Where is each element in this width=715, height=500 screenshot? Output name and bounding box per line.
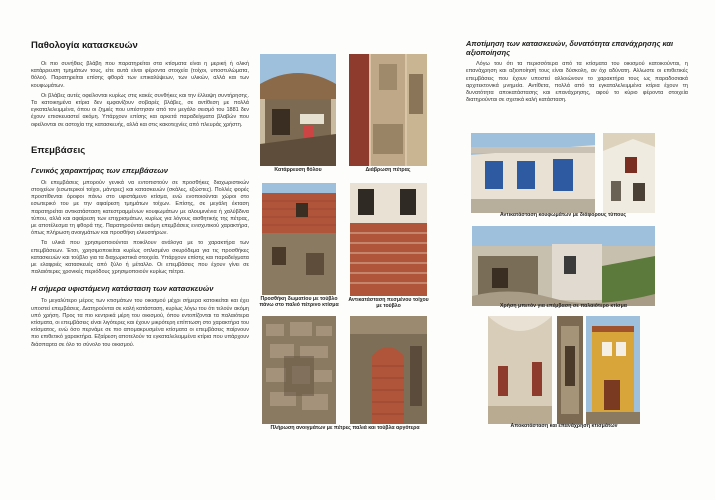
caption-restoration: Αποκατάσταση και επανάχρηση κτισμάτων: [510, 423, 618, 429]
pathology-para-2: Οι βλάβες αυτές οφείλονται κυρίως στις κακές συνθήκες και την έλλειψη συντήρησης. Τα κατοικημένα κτίρια δεν εμφανίζουν σοβαρές βλάβες, σε αντίθεση με πολλά εγκαταλελειμμένα, όπου οι ζημιές που υπέστησαν από τον μεγάλο σεισμό του 1881 δεν έχουν επισκευαστεί ακόμη. Υπάρχουν επίσης και αρκετά παραδείγματα βλαβών που οφείλονται σε αστοχία της κατασκευής, αλλά και στις κακοτεχνίες από πλευράς χρήστη.: [31, 92, 249, 128]
caption-frames-replacement: Αντικατάσταση κουφωμάτων με διάφορους τύπους: [499, 212, 627, 218]
caption-brick-wall-replacement: Αντικατάσταση πεσμένου τοίχου με τούβλο: [348, 297, 429, 310]
photo-stone-erosion: [349, 54, 427, 166]
interventions-para-1: Οι επεμβάσεις μπορούν γενικά να εντοπιστούν σε προσθήκες διαχωριστικών στοιχείων (εσωτερικοί τοίχοι, μάντρες) και κατασκευών (σκάλες, εξώστες). Πολλές φορές προστίθενται όροφοι πάνω στο υφιστάμενο κτίσμα, ενώ ενοποιούνται χώροι στο εσωτερικό του με την αφαίρεση τμημάτων τοίχων. Επίσης, σε μεγάλη έκταση παρατηρείται αντικατάσταση κατεστραμμένων κουφωμάτων με αλουμινένια ή χαλύβδινα τύπου, αλλά και αφαίρεση των επιχρισμάτων, κυρίως για λόγους αισθητικής της πέτρας, με αποτέλεσμα τη φθορά της. Παρατηρούνται ακόμη επεμβάσεις ενισχυτικού χαρακτήρα, όπως πλήρωση ανοιγμάτων και προσθήκη ελκυστήρων.: [31, 179, 249, 237]
caption-stone-erosion: Διάβρωση πέτρας: [365, 167, 411, 173]
right-column: [466, 40, 688, 104]
caption-collapsed-vault: Κατάρρευση θόλου: [274, 167, 322, 173]
photo-frames-replacement-2: [603, 133, 655, 213]
left-column: [31, 40, 249, 349]
caption-opening-infill: Πλήρωση ανοιγμάτων με πέτρες παλιά και τούβλα αργότερα: [270, 425, 420, 431]
pathology-para-1: Οι πιο συνήθεις βλάβη που παρατηρείται στα κτίσματα είναι η μερική ή ολική κατάρρευση τμημάτων τους, είτε αυτά είναι φέροντα στοιχεία (τοίχοι, υποστυλώματα, θόλοι). Παρατηρείται επίσης φθορά των επικαλύψεων, των υλικών, αλλά και των κουφωμάτων.: [31, 61, 249, 89]
interventions-para-2: Τα υλικά που χρησιμοποιούνται ποικίλουν ανάλογα με το χαρακτήρα των επεμβάσεων. Έτσι, χρησιμοποιείται κυρίως οπλισμένο σκυρόδεμα για τις προσθήκες κατασκευών και τούβλο για τα διαχωριστικά στοιχεία. Υπάρχουν επίσης και παραδείγματα με ελαφριές κατασκευές από ξύλο ή μέταλλο. Οι επεμβάσεις που έχουν γίνει σε παλαιότερες χρονικές περιόδους χρησιμοποιούν κυρίως πέτρα.: [31, 240, 249, 276]
subtitle-general-character: Γενικός χαρακτήρας των επεμβάσεων: [31, 165, 168, 175]
photo-opening-infill-stone: [262, 316, 336, 424]
photo-brick-wall-replacement: [350, 183, 427, 296]
photo-frames-replacement-1: [471, 133, 595, 213]
photo-collapsed-vault: [260, 54, 336, 166]
photo-restoration-1: [488, 316, 552, 424]
photo-brick-room-addition: [262, 183, 336, 295]
caption-brick-room-addition: Προσθήκη δωματίου με τούβλο πάνω στο παλιό πέτρινο κτίσμα: [259, 296, 339, 309]
caption-concrete-intervention: Χρήση μπετόν για επέμβαση σε παλαιότερο κτίσμα: [500, 303, 627, 309]
photo-opening-infill-brick: [350, 316, 427, 424]
subtitle-current-state: Η σήμερα υφιστάμενη κατάσταση των κατασκευών: [31, 284, 214, 294]
section-title-interventions: Επεμβάσεις: [31, 144, 86, 156]
photo-concrete-intervention: [472, 226, 655, 306]
current-state-para: Το μεγαλύτερο μέρος των κτισμάτων του οικισμού μέχρι σήμερα κατοικείται και έχει υποστεί επεμβάσεις. Διατηρούνται σε καλή κατάσταση, κυρίως λόγω του ότι τελούν ακόμη υπό χρήση. Προς τα πιο κεντρικά μέρη του οικισμού, όπου εντοπίζονται τα παλαιότερα κτίσματα, οι επεμβάσεις είναι λιγότερες και έχουν μικρότερη επίπτωση στο χαρακτήρα του κτίσματος, ενώ όσο περνάμε σε πιο απομακρυσμένα κτίσματα οι επεμβάσεις παίρνουν πιο επιθετικό χαρακτήρα. Εξαίρεση αποτελούν τα εγκαταλελειμμένα κτίρια που υπάρχουν διάσπαρτα σε όλο το σύνολο του οικισμού.: [31, 298, 249, 348]
assessment-para: Λόγω του ότι τα περισσότερα από τα κτίσματα του οικισμού κατοικούνται, η επανάχρηση και αξιοποίησή τους είναι δύσκολη, αν όχι αδύνατη. Αλλωστε οι επιθετικές επεμβάσεις που έχουν υποστεί αλλοιώνουν το χαρακτήρα τους ως παραδοσιακά αρχιτεκτονικά μνημεία. Αντίθετα, πολλά από τα εγκαταλελειμμένα κτίρια έχουν τη δυνατότητα αποκατάστασης και επανάχρησης, αφού το κύριο φέροντα στοιχεία διατηρούνται σε σχετικά καλή κατάσταση.: [466, 61, 688, 104]
photo-restoration-2: [557, 316, 583, 424]
section-title-pathology: Παθολογία κατασκευών: [31, 40, 138, 51]
section-title-assessment: Αποτίμηση των κατασκευών, δυνατότητα επανάχρησης και αξιοποίησης: [466, 39, 674, 57]
photo-restoration-3: [586, 316, 640, 424]
